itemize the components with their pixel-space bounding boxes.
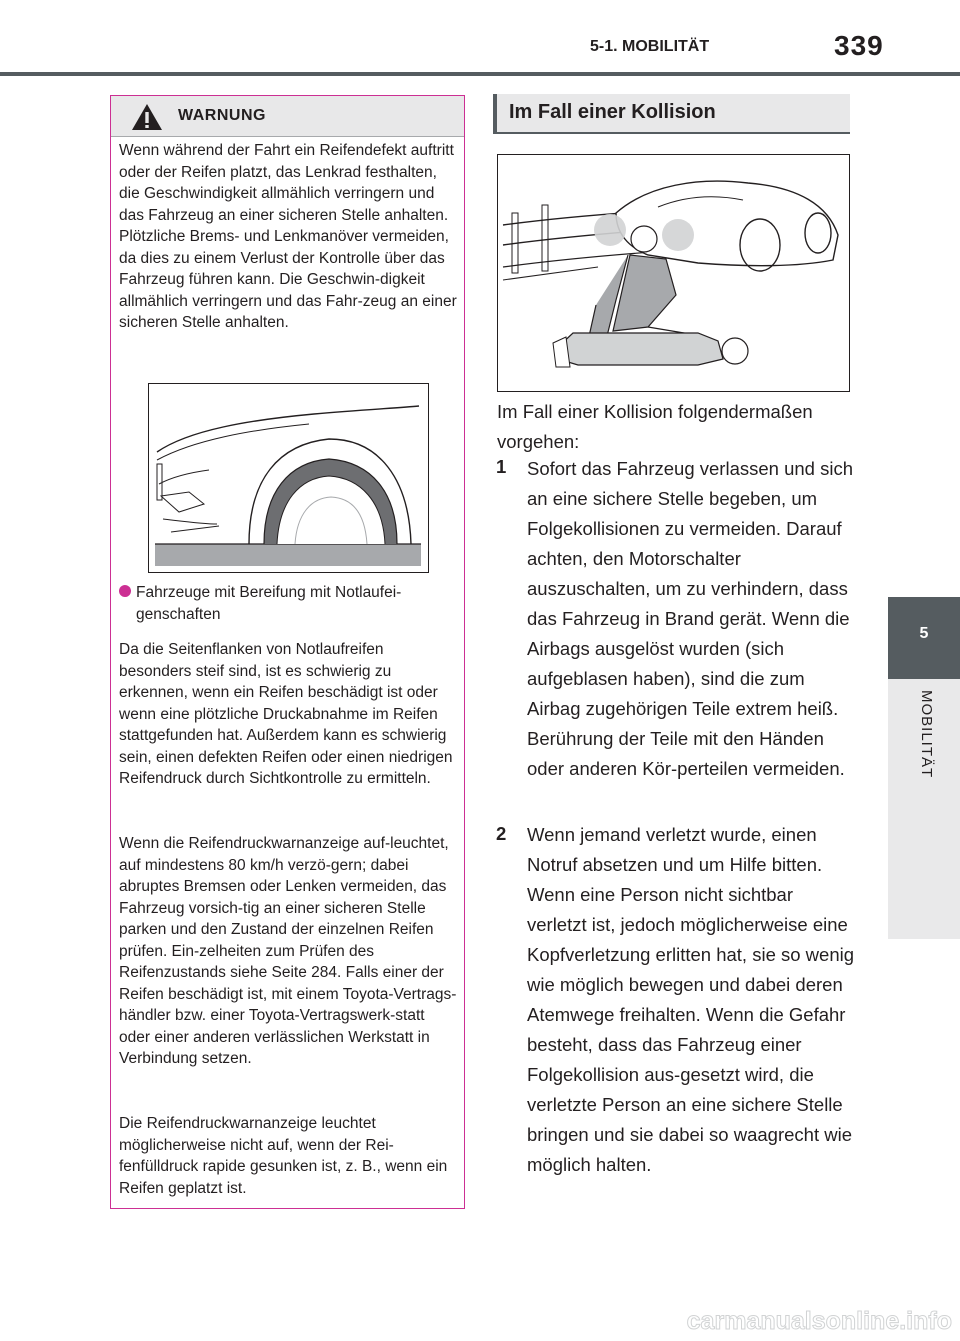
collision-illustration [497,154,850,392]
step-number: 2 [496,823,507,844]
warning-paragraph: Die Reifendruckwarnanzeige leuchtet möglicherweise nicht auf, wenn der Rei-fenfülldruck rapide gesunken ist, z. B., wenn ein Reifen geplatzt ist. [119,1115,448,1197]
section-heading-title: Im Fall einer Kollision [509,101,716,123]
warning-paragraph: Wenn während der Fahrt ein Reifendefekt auftritt oder der Reifen platzt, das Lenkrad festhalten, die Geschwindigkeit allmählich verringern und das Fahrzeug an einer sicheren Stelle anhalten. Plötzliche Brems- und Lenkmanöver vermeiden, da dies zu einem Verlust der Kontrolle über das Fahrzeug führen kann. Die Geschwin-digkeit allmählich verringern und das Fahr-zeug an einer sicheren Stelle anhalten. [119,142,457,331]
warning-triangle-icon [131,103,163,131]
chapter-number: 5 [919,625,929,642]
chapter-label: MOBILITÄT [918,690,935,779]
page-number: 339 [834,30,884,61]
tire-illustration [148,383,429,573]
warning-box [110,95,465,1209]
warning-bullet: Fahrzeuge mit Bereifung mit Notlaufei-genschaften [136,584,402,623]
step-number: 1 [496,456,507,477]
warning-paragraph: Wenn die Reifendruckwarnanzeige auf-leuchtet, auf mindestens 80 km/h verzö-gern; dabei abruptes Bremsen oder Lenken vermeiden, das Fahrzeug vorsich-tig an einer sicheren Stelle parken und den Zustand der einzelnen Reifen prüfen. Ein-zelheiten zum Prüfen des Reifenzustands siehe Seite 284. Falls einer der Reifen beschädigt ist, mit einem Toyota-Vertrags-händler bzw. einer Toyota-Vertragswerk-statt oder einer anderen verlässlichen Werkstatt in Verbindung setzen. [119,835,457,1067]
warning-paragraph: Da die Seitenflanken von Notlaufreifen besonders steif sind, ist es schwierig zu erkennen, wenn ein Reifen beschädigt ist oder wenn eine plötzliche Druckabnahme im Reifen stattgefunden hat. Außerdem kann es schwierig sein, einen defekten Reifen oder einen niedrigen Reifendruck durch Sichtkontrolle zu ermitteln. [119,641,453,787]
section-intro: Im Fall einer Kollision folgendermaßen vorgehen: [497,401,813,452]
header-rule [0,72,960,76]
step-text: Wenn jemand verletzt wurde, einen Notruf absetzen und um Hilfe bitten. Wenn eine Person nicht sichtbar verletzt ist, jedoch möglicherweise eine Kopfverletzung erlitten hat, sie so wenig wie möglich bewegen und dabei deren Atemwege freihalten. Wenn die Gefahr besteht, dass das Fahrzeug einer Folgekollision aus-gesetzt wird, die verletzte Person an eine sichere Stelle bringen und sie dabei so waagrecht wie möglich halten. [527,824,855,1175]
chapter-tab[interactable] [888,597,960,679]
section-heading [493,94,850,134]
bullet-dot-icon [119,585,131,597]
svg-text:carmanualsonline.info: carmanualsonline.info [686,1307,952,1335]
step-text: Sofort das Fahrzeug verlassen und sich an eine sichere Stelle begeben, um Folgekollisionen zu vermeiden. Darauf achten, den Motorschalter auszuschalten, um zu verhindern, dass das Fahrzeug in Brand gerät. Wenn die Airbags ausgelöst wurden (sich aufgeblasen haben), sind die zum Airbag zugehörigen Teile extrem heiß. Berührung der Teile mit den Händen oder anderen Kör-perteilen vermeiden. [527,458,853,779]
warning-header [111,96,464,137]
section-title: 5-1. MOBILITÄT [590,38,710,55]
warning-title: WARNUNG [178,107,266,124]
watermark [600,1305,955,1337]
